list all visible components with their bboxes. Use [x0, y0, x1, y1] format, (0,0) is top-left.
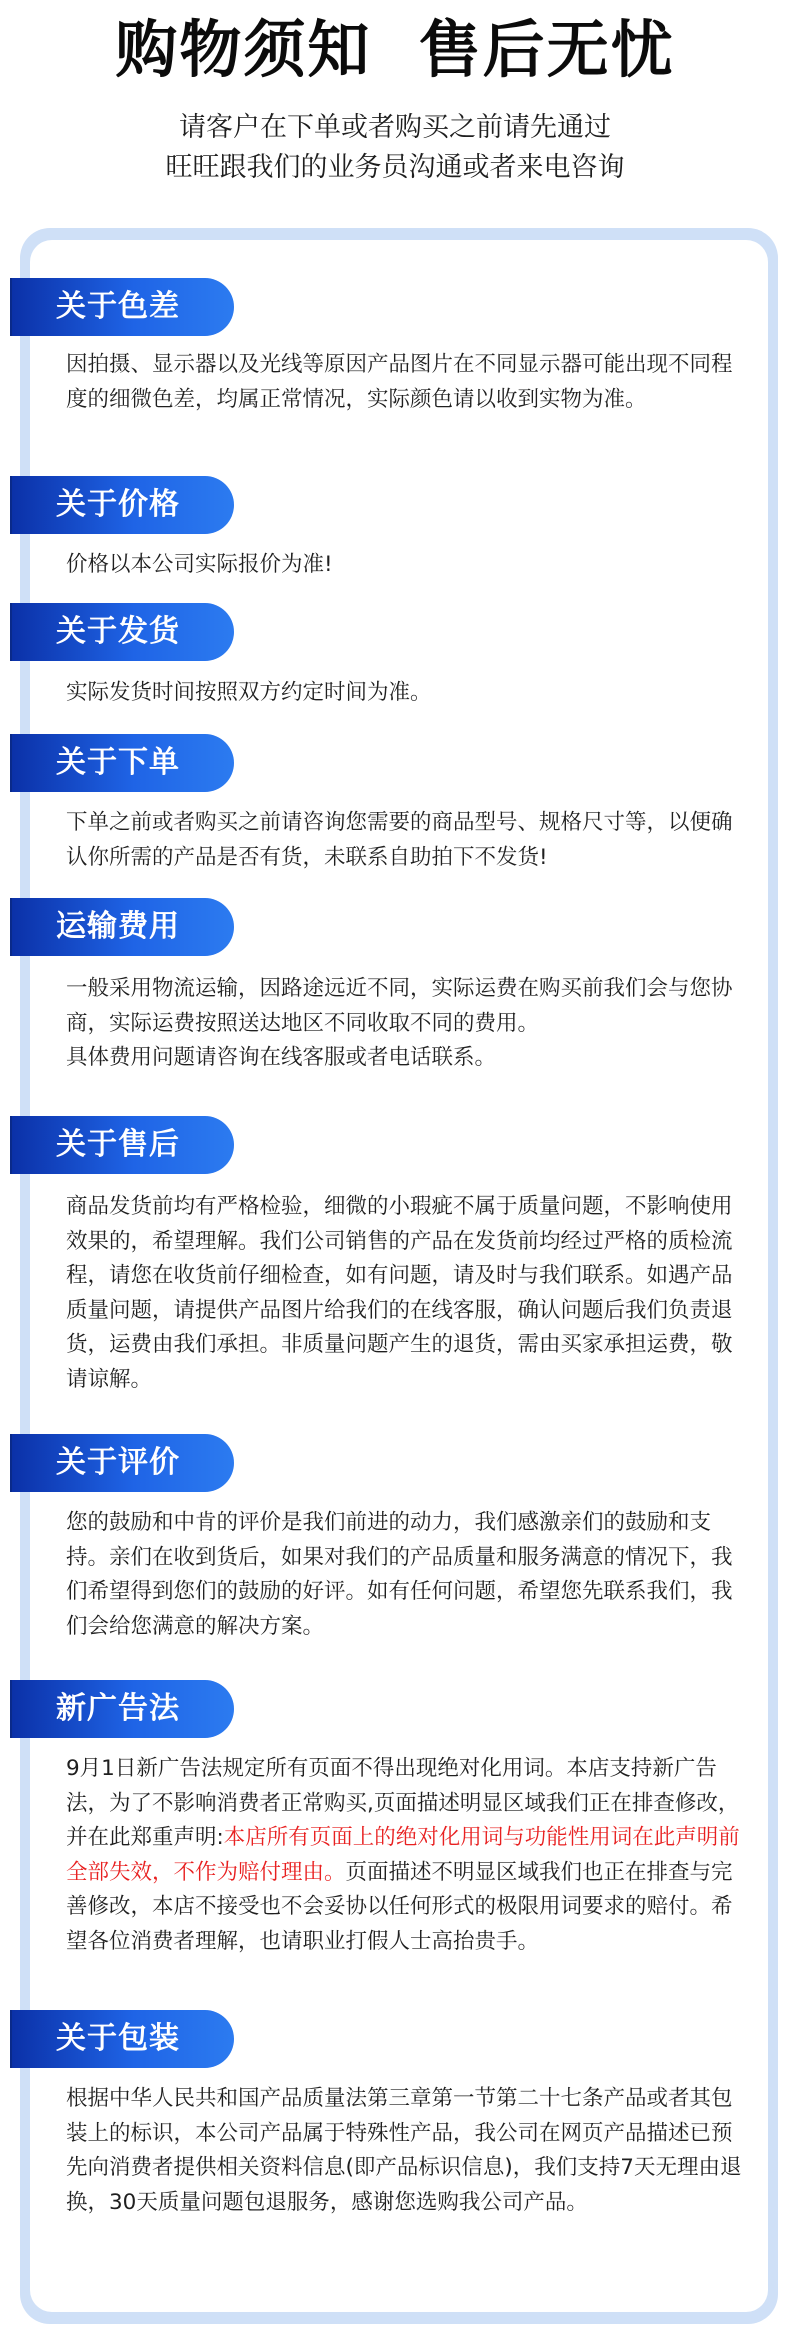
disclaimer-highlight: 本店所有页面上的绝对化用词与功能性用词在此声明前全部失效，不作为赔付理由。: [66, 1825, 740, 1885]
section-title: 关于价格: [56, 487, 180, 522]
section-body: 实际发货时间按照双方约定时间为准。: [66, 680, 432, 705]
section-body-part-b: 页面描述不明显区域我们也正在排查与完善修改，本店不接受也不会妥协以任何形式的极限用词要求的赔付。希望各位消费者理解，也请职业打假人士高抬贵手。: [66, 1859, 733, 1954]
section-title: 关于评价: [56, 1445, 180, 1480]
section-tag: [12, 1434, 234, 1492]
section-body-main: 一般采用物流运输，因路途远近不同，实际运费在购买前我们会与您协商，实际运费按照送达地区不同收取不同的费用。: [66, 976, 733, 1036]
page-title: 购物须知 售后无忧: [115, 13, 675, 86]
section-tag: [12, 898, 234, 956]
section-title: 关于发货: [56, 614, 180, 649]
section-title: 关于包装: [56, 2021, 180, 2056]
subtitle-line-1: 请客户在下单或者购买之前请先通过: [179, 112, 611, 143]
section-tag: [12, 2010, 234, 2068]
section-body: 价格以本公司实际报价为准!: [66, 552, 333, 577]
section-title: 关于售后: [56, 1127, 180, 1162]
section-title: 新广告法: [56, 1691, 180, 1726]
section-body: 下单之前或者购买之前请咨询您需要的商品型号、规格尺寸等，以便确认你所需的产品是否有货，未联系自助拍下不发货!: [66, 810, 733, 870]
section-tag: [12, 603, 234, 661]
section-body-part-a: 9月1日新广告法规定所有页面不得出现绝对化用词。本店支持新广告法，为了不影响消费者正常购买,页面描述明显区域我们正在排查修改，并在此郑重声明:: [66, 1756, 740, 1850]
section-title: 运输费用: [56, 909, 180, 944]
section-tag: [12, 734, 234, 792]
section-body: 因拍摄、显示器以及光线等原因产品图片在不同显示器可能出现不同程度的细微色差，均属正常情况，实际颜色请以收到实物为准。: [66, 352, 733, 412]
subtitle-line-2: 旺旺跟我们的业务员沟通或者来电咨询: [165, 152, 625, 183]
section-tag: [12, 1116, 234, 1174]
section-body: 商品发货前均有严格检验，细微的小瑕疵不属于质量问题，不影响使用效果的，希望理解。我们公司销售的产品在发货前均经过严格的质检流程，请您在收货前仔细检查，如有问题，请及时与我们联系。如遇产品质量问题，请提供产品图片给我们的在线客服，确认问题后我们负责退货，运费由我们承担。非质量问题产生的退货，需由买家承担运费，敬请谅解。: [66, 1194, 733, 1392]
section-tag: [12, 476, 234, 534]
section-tag: [12, 278, 234, 336]
section-body: 根据中华人民共和国产品质量法第三章第一节第二十七条产品或者其包装上的标识，本公司产品属于特殊性产品，我公司在网页产品描述已预先向消费者提供相关资料信息(即产品标识信息)，我们支持7天无理由退换，30天质量问题包退服务，感谢您选购我公司产品。: [66, 2086, 742, 2215]
page-header: [0, 0, 790, 215]
page-subtitle: [0, 108, 790, 188]
section-body: 您的鼓励和中肯的评价是我们前进的动力，我们感激亲们的鼓励和支持。亲们在收到货后，如果对我们的产品质量和服务满意的情况下，我们希望得到您们的鼓励的好评。如有任何问题，希望您先联系我们，我们会给您满意的解决方案。: [66, 1510, 733, 1639]
section-body: [66, 1752, 748, 1959]
section-body-extra: 具体费用问题请咨询在线客服或者电话联系。: [66, 1045, 497, 1070]
section-tag: [12, 1680, 234, 1738]
section-title: 关于色差: [56, 289, 180, 324]
section-title: 关于下单: [56, 745, 180, 780]
section-body: [66, 972, 748, 1076]
